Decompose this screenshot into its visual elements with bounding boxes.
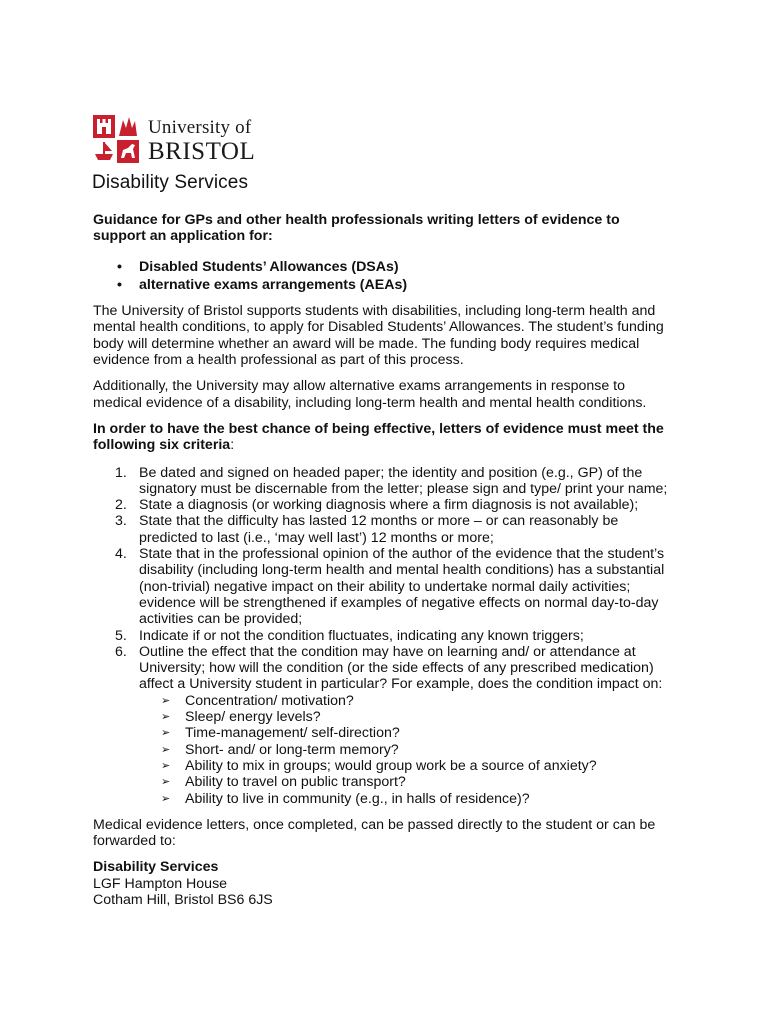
list-item — [93, 725, 673, 741]
application-type-list — [93, 259, 673, 294]
arrow-bullet-icon: ➢ — [161, 727, 171, 740]
impact-text: Time-management/ self-direction? — [185, 725, 400, 742]
list-item — [93, 497, 673, 513]
criteria-list — [93, 465, 673, 693]
university-crest-icon — [92, 114, 140, 164]
department-title: Disability Services — [92, 172, 249, 193]
list-item — [93, 628, 673, 644]
criterion-text: Outline the effect that the condition may have on learning and/ or attendance at University; how will the condition (or the side effects of any prescribed medication) affect a University student in particular? For example, does the condition impact on: — [139, 643, 663, 693]
bullet-text: alternative exams arrangements (AEAs) — [139, 276, 408, 293]
university-logo — [92, 112, 272, 168]
paragraph-dsa-support: The University of Bristol supports students with disabilities, including long-term health and mental health conditions, to apply for Disabled Students’ Allowances. The student’s funding body will determine whether an award will be made. The funding body requires medical evidence from a health professional as part of this process. — [93, 303, 664, 369]
arrow-bullet-icon: ➢ — [161, 792, 171, 805]
arrow-bullet-icon: ➢ — [161, 776, 171, 789]
intro-heading: Guidance for GPs and other health professionals writing letters of evidence to support an application for: — [93, 212, 620, 245]
criteria-heading-text: In order to have the best chance of being effective, letters of evidence must meet the following six criteria — [93, 420, 664, 454]
impact-text: Ability to live in community (e.g., in halls of residence)? — [185, 790, 530, 807]
criteria-heading-colon: : — [230, 437, 235, 454]
list-number: 4. — [115, 546, 127, 563]
impact-text: Sleep/ energy levels? — [185, 709, 321, 726]
impact-list — [93, 693, 673, 807]
criteria-heading — [93, 421, 673, 454]
university-name-line1: University of — [148, 117, 252, 138]
arrow-bullet-icon: ➢ — [161, 694, 171, 707]
list-item — [93, 709, 673, 725]
impact-text: Short- and/ or long-term memory? — [185, 741, 399, 758]
criterion-text: State that in the professional opinion of the author of the evidence that the student’s disability (including long-term health and mental health conditions) has a substantial (non-trivial) negative impact on their ability to undertake normal daily activities; evidence will be strengthened if examples of negative effects on normal day-to-day activities can be provided; — [139, 546, 665, 628]
list-item — [93, 774, 673, 790]
list-item — [93, 465, 673, 498]
university-name-line2: BRISTOL — [148, 138, 256, 165]
list-item — [93, 644, 673, 693]
list-item — [93, 513, 673, 546]
criterion-text: Be dated and signed on headed paper; the identity and position (e.g., GP) of the signatory must be discernable from the letter; please sign and type/ print your name; — [139, 464, 668, 497]
list-number: 6. — [115, 643, 127, 660]
address-line-2: Cotham Hill, Bristol BS6 6JS — [93, 891, 273, 908]
list-number: 5. — [115, 627, 127, 644]
criterion-text: Indicate if or not the condition fluctuates, indicating any known triggers; — [139, 627, 584, 644]
impact-text: Concentration/ motivation? — [185, 692, 354, 709]
bullet-icon: • — [117, 258, 122, 275]
bullet-icon: • — [117, 276, 122, 293]
arrow-bullet-icon: ➢ — [161, 759, 171, 772]
university-wordmark — [148, 118, 255, 164]
list-item — [93, 791, 673, 807]
list-number: 3. — [115, 513, 127, 530]
list-item — [93, 277, 673, 293]
arrow-bullet-icon: ➢ — [161, 743, 171, 756]
list-item — [93, 693, 673, 709]
list-item — [93, 758, 673, 774]
postal-address — [93, 859, 673, 908]
list-number: 2. — [115, 497, 127, 514]
list-item — [93, 259, 673, 275]
criterion-text: State that the difficulty has lasted 12 months or more – or can reasonably be predicted to last (i.e., ‘may well last’) 12 months or more; — [139, 513, 619, 546]
criterion-text: State a diagnosis (or working diagnosis where a firm diagnosis is not available); — [139, 497, 639, 514]
impact-text: Ability to travel on public transport? — [185, 774, 406, 791]
list-item — [93, 742, 673, 758]
paragraph-exam-arrangements: Additionally, the University may allow alternative exams arrangements in response to medical evidence of a disability, including long-term health and mental health conditions. — [93, 378, 647, 411]
address-title: Disability Services — [93, 859, 219, 876]
address-line-1: LGF Hampton House — [93, 875, 228, 892]
document-body — [93, 212, 673, 908]
closing-paragraph: Medical evidence letters, once completed, can be passed directly to the student or can be forwarded to: — [93, 816, 656, 850]
list-item — [93, 546, 673, 627]
arrow-bullet-icon: ➢ — [161, 711, 171, 724]
list-number: 1. — [115, 464, 127, 481]
bullet-text: Disabled Students’ Allowances (DSAs) — [139, 258, 399, 275]
impact-text: Ability to mix in groups; would group work be a source of anxiety? — [185, 757, 597, 774]
